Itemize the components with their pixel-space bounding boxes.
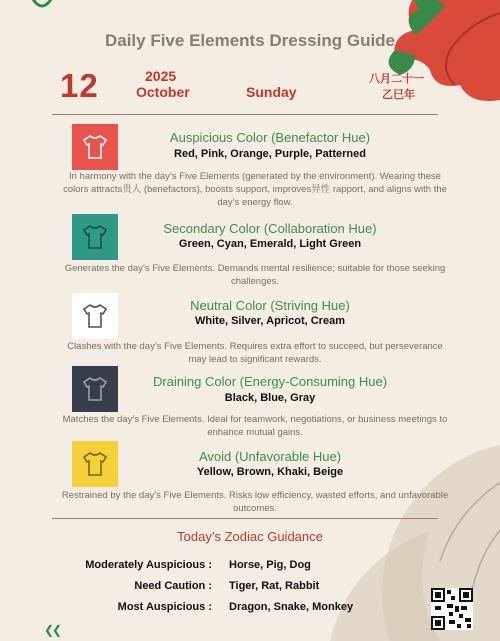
section-title-avoid: Avoid (Unfavorable Hue): [198, 449, 342, 464]
date-year: 2025: [145, 68, 177, 84]
swatch-neutral: [72, 293, 118, 339]
tshirt-icon: [81, 133, 109, 161]
lunar-date: 八月二十一: [369, 73, 424, 85]
section-title-secondary: Secondary Color (Collaboration Hue): [163, 221, 377, 236]
section-desc-avoid: Restrained by the day’s Five Elements. Risks low efficiency, wasted efforts, and unfavorable outcomes.: [61, 490, 449, 514]
zodiac-value-moderate: Horse, Pig, Dog: [229, 559, 311, 571]
section-colors-avoid: Yellow, Brown, Khaki, Beige: [196, 466, 344, 478]
zodiac-title: Today’s Zodiac Guidance: [177, 529, 323, 544]
tshirt-icon: [81, 450, 109, 478]
lunar-year: 乙巳年: [382, 89, 415, 101]
section-desc-secondary: Generates the day’s Five Elements. Demands mental resilience; suitable for those seeking challenges.: [64, 263, 446, 287]
header-divider: [52, 114, 438, 115]
swatch-draining: [72, 366, 118, 412]
section-colors-auspicious: Red, Pink, Orange, Purple, Patterned: [174, 148, 366, 160]
tshirt-icon: [81, 375, 109, 403]
zodiac-label-caution: Need Caution :: [134, 580, 212, 592]
swatch-avoid: [72, 441, 118, 487]
date-month: October: [136, 84, 190, 100]
section-title-draining: Draining Color (Energy-Consuming Hue): [152, 374, 388, 389]
section-colors-neutral: White, Silver, Apricot, Cream: [195, 315, 345, 327]
section-title-auspicious: Auspicious Color (Benefactor Hue): [169, 130, 371, 145]
page-title: Daily Five Elements Dressing Guide: [104, 31, 396, 50]
zodiac-value-most: Dragon, Snake, Monkey: [229, 601, 354, 613]
zodiac-divider: [52, 518, 438, 519]
tshirt-icon: [81, 302, 109, 330]
section-desc-draining: Matches the day’s Five Elements. Ideal for teamwork, negotiations, or business meetings to enhance mutual gains.: [62, 414, 448, 438]
swatch-auspicious: [72, 124, 118, 170]
section-desc-neutral: Clashes with the day’s Five Elements. Requires extra effort to succeed, but perseverance may lead to significant rewards.: [67, 341, 443, 365]
section-colors-draining: Black, Blue, Gray: [224, 392, 316, 404]
red-leaf-decoration-icon: [360, 0, 500, 110]
brand-logo-icon: [28, 0, 56, 14]
section-title-neutral: Neutral Color (Striving Hue): [190, 298, 350, 313]
zodiac-label-moderate: Moderately Auspicious :: [85, 559, 212, 571]
zodiac-value-caution: Tiger, Rat, Rabbit: [229, 580, 320, 592]
chevron-left-icon: ❮❮: [44, 623, 61, 637]
tshirt-icon: [81, 223, 109, 251]
zodiac-label-most: Most Auspicious :: [117, 601, 212, 613]
qr-code-icon[interactable]: [431, 588, 473, 630]
swatch-secondary: [72, 214, 118, 260]
date-weekday: Sunday: [246, 84, 297, 100]
section-desc-auspicious: In harmony with the day’s Five Elements (generated by the environment). Wearing these colors attracts贵人 (benefactors), boosts support, improves异性 rapport, and aligns with the day’s energy flow.: [63, 171, 447, 208]
section-colors-secondary: Green, Cyan, Emerald, Light Green: [178, 238, 362, 250]
date-day: 12: [60, 67, 99, 104]
